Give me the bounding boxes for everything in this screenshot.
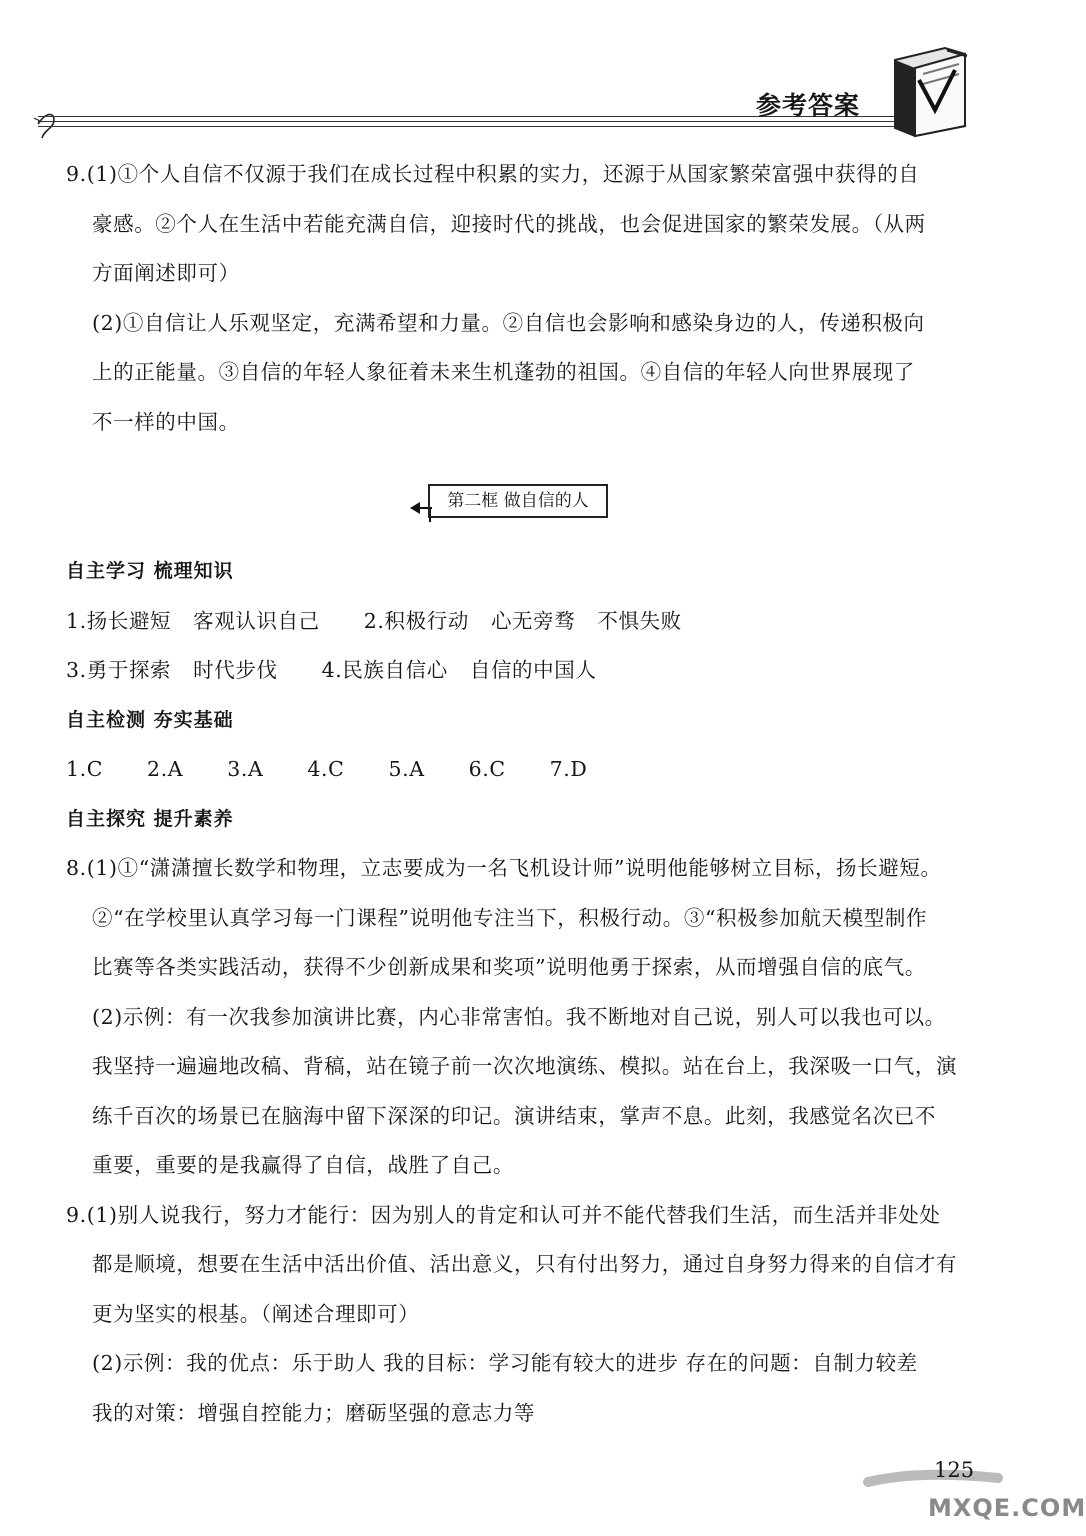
answer-line: 更为坚实的根基。（阐述合理即可）: [92, 1301, 420, 1326]
answer-row: [66, 745, 966, 795]
watermark: MXQE.COM: [928, 1494, 1086, 1522]
answer-line: 9.(1)别人说我行，努力才能行：因为别人的肯定和认可并不能代替我们生活，而生活并非处处: [66, 1202, 941, 1227]
answer-item: 客观认识自己: [193, 608, 320, 633]
answer-line: (2)示例：有一次我参加演讲比赛，内心非常害怕。我不断地对自己说，别人可以我也可以。: [92, 1004, 946, 1029]
page-header: [0, 0, 1040, 150]
header-rule: [38, 126, 908, 127]
answer-item: 自信的中国人: [469, 658, 597, 682]
answer-line: 都是顺境，想要在生活中活出价值、活出意义，只有付出努力，通过自身努力得来的自信才有: [92, 1252, 958, 1276]
answer-item: 6.C: [468, 757, 506, 781]
answer-line: 8.(1)①“潇潇擅长数学和物理，立志要成为一名飞机设计师”说明他能够树立目标，扬长避短。: [66, 856, 942, 880]
page-title: 参考答案: [755, 91, 860, 120]
answer-item: 2.A: [147, 757, 184, 781]
answer-item: 时代步伐: [193, 658, 278, 682]
answer-line: 不一样的中国。: [92, 409, 240, 434]
answer-line: 重要，重要的是我赢得了自信，战胜了自己。: [92, 1153, 514, 1177]
answer-line: (2)示例：我的优点：乐于助人 我的目标：学习能有较大的进步 存在的问题：自制力较差: [92, 1351, 918, 1375]
book-icon: [885, 40, 975, 140]
answer-line: 上的正能量。③自信的年轻人象征着未来生机蓬勃的祖国。④自信的年轻人向世界展现了: [92, 360, 915, 384]
answer-item: 5.A: [388, 757, 425, 781]
answer-line: 我的对策：增强自控能力；磨砺坚强的意志力等: [92, 1400, 536, 1425]
answer-content: [66, 150, 966, 1438]
answer-line: 练千百次的场景已在脑海中留下深深的印记。演讲结束，掌声不息。此刻，我感觉名次已不: [92, 1103, 936, 1128]
lesson-title: 第二框 做自信的人: [428, 484, 608, 518]
section-heading: 自主探究 提升素养: [66, 807, 234, 830]
answer-row: [66, 597, 966, 647]
answer-line: 比赛等各类实践活动，获得不少创新成果和奖项”说明他勇于探索，从而增强自信的底气。: [92, 955, 926, 979]
answer-item: 7.D: [549, 757, 588, 781]
answer-line: ②“在学校里认真学习每一门课程”说明他专注当下，积极行动。③“积极参加航天模型制作: [92, 905, 928, 930]
answer-item: 4.C: [307, 757, 345, 781]
answer-item: 4.民族自信心: [321, 658, 448, 682]
page-number-ornament-icon: [858, 1448, 1008, 1498]
answer-line: 9.(1)①个人自信不仅源于我们在成长过程中积累的实力，还源于从国家繁荣富强中获得的自: [66, 162, 920, 186]
answer-line: (2)①自信让人乐观坚定，充满希望和力量。②自信也会影响和感染身边的人，传递积极向: [92, 310, 925, 335]
answer-item: 1.扬长避短: [66, 608, 172, 633]
answer-line: 方面阐述即可）: [92, 261, 240, 285]
page-number: 125: [934, 1458, 975, 1482]
answer-row: [66, 646, 966, 696]
answer-line: 我坚持一遍遍地改稿、背稿，站在镜子前一次次地演练、模拟。站在台上，我深吸一口气，演: [92, 1054, 958, 1078]
answer-item: 3.勇于探索: [66, 658, 172, 682]
answer-item: 2.积极行动: [363, 608, 469, 633]
section-heading: 自主检测 夯实基础: [66, 708, 234, 731]
answer-item: 不惧失败: [597, 608, 682, 633]
swirl-ornament-icon: [32, 104, 72, 144]
answer-item: 3.A: [227, 757, 264, 781]
answer-item: 心无旁骛: [490, 608, 576, 633]
answer-item: 1.C: [66, 757, 104, 781]
section-heading: 自主学习 梳理知识: [66, 560, 234, 582]
answer-line: 豪感。②个人在生活中若能充满自信，迎接时代的挑战，也会促进国家的繁荣发展。（从两: [92, 211, 926, 236]
